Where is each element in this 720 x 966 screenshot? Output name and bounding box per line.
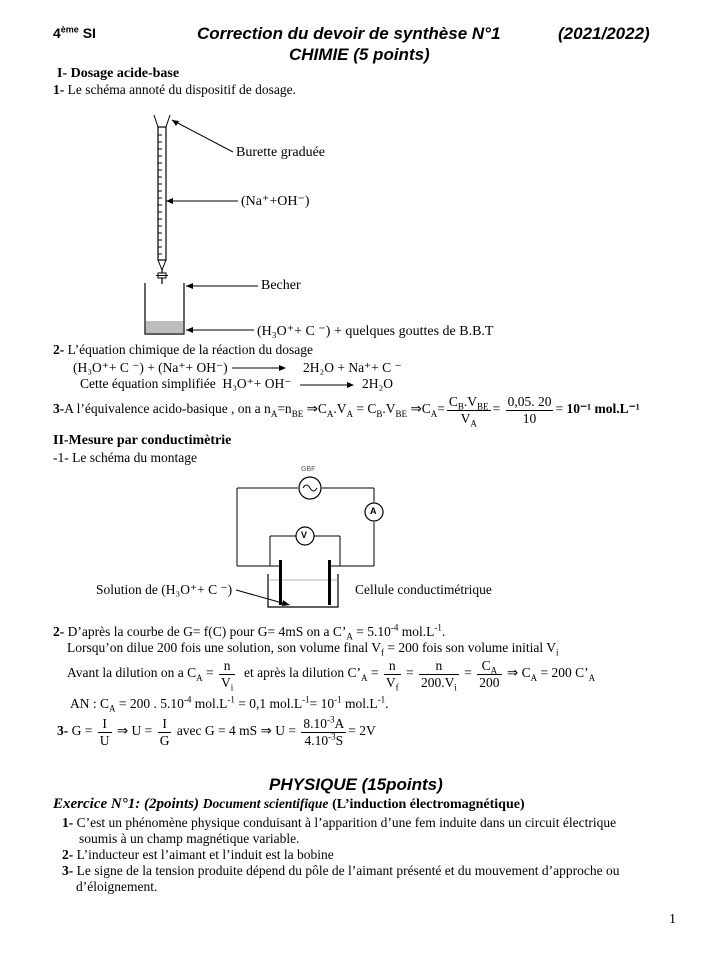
equation-reactants: (H₃O⁺+ C ⁻) + (Na⁺+ OH⁻) <box>73 360 228 375</box>
solution-label: Solution de (H₃O⁺+ C ⁻) <box>96 582 233 597</box>
burette-label: Burette graduée <box>236 145 326 160</box>
becher-label: Becher <box>261 278 301 293</box>
part1-q3: 3-A l’équivalence acido-basique , on a $n_A=n_{BE}$ $\Rightarrow C_A.V_A = C_B.V_{BE}$ $\Rightarrow C_A=$ $\frac{C_B.V_{BE}}{V_A}$ = $\frac{0,05. 20}{10}$ = 10⁻¹ mol.L⁻¹ <box>53 394 640 429</box>
page-number: 1 <box>669 912 676 927</box>
equation-products: 2H₂O + Na⁺+ C ⁻ <box>303 360 402 375</box>
part1-heading: I- Dosage acide-base <box>57 66 180 81</box>
numerical-application: AN : $C_A = 200$ . $5.10^{-4}$ $mol.L^{-1} = 0,1$ $mol.L^{-1}= 10^{-1}$ $mol.L^{-1}$. <box>70 694 389 714</box>
gbf-label: GBF <box>301 466 316 473</box>
simplified-equation: Cette équation simplifiée H₃O⁺+ OH⁻ <box>80 376 292 391</box>
dilution-formula: Avant la dilution on a $C_A$ = $\frac{n}{V_i}$ et après la dilution $C’_A$ = $\frac{n}{V_f}$ = $\frac{n}{200.V_i}$ = $\frac{C_A}{200}$ ⇒ $C_A = 200$ $C’_A$ <box>67 658 596 693</box>
sodium-hydroxide-label: (Na⁺+OH⁻) <box>241 194 310 209</box>
ammeter-label: A <box>370 506 377 516</box>
exercise-title: Exercice N°1: (2points) Document scientifique (L’induction électromagnétique) <box>53 796 525 812</box>
part2-heading: II-Mesure par conductimètrie <box>53 433 232 448</box>
exercise-item-2: 2- L’inducteur est l’aimant et l’induit est la bobine <box>62 847 334 862</box>
part1-q2: 2- L’équation chimique de la réaction du dosage <box>53 342 314 357</box>
part2-q2-line2: Lorsqu’on dilue 200 fois une solution, son volume final $V_f = 200$ fois son volume initial $V_i$ <box>67 640 559 658</box>
part2-q1: -1- Le schéma du montage <box>53 450 197 465</box>
part2-q2-line1: 2- D’après la courbe de G= f(C) pour G= 4mS on a $C’_A = 5.10^{-4}$ $mol.L^{-1}$. <box>53 622 446 642</box>
voltmeter-label: V <box>301 530 308 540</box>
part1-q1: 1- Le schéma annoté du dispositif de dosage. <box>53 82 296 97</box>
cell-label: Cellule conductimétrique <box>355 582 492 597</box>
part2-q3: 3- G = $\frac{I}{U}$ ⇒ U = $\frac{I}{G}$ avec G = 4 mS ⇒ U = $\frac{8.10^{-3}A}{4.10^{-3}S}$ = 2V <box>57 714 376 748</box>
exercise-item-1: 1- C’est un phénomène physique conduisant à l’apparition d’une fem induite dans un circuit électrique <box>62 815 617 830</box>
class-label: 4ème SI <box>53 24 96 41</box>
school-year: (2021/2022) <box>558 24 650 43</box>
acid-solution-label: (H₃O⁺+ C ⁻) + quelques gouttes de B.B.T <box>257 324 494 339</box>
exercise-item-1-cont: soumis à un champ magnétique variable. <box>79 831 300 846</box>
page-title: Correction du devoir de synthèse N°1 <box>197 24 501 43</box>
physics-title: PHYSIQUE (15points) <box>269 775 443 794</box>
exercise-item-3: 3- Le signe de la tension produite dépend du pôle de l’aimant présenté et du mouvement d’approche ou <box>62 863 620 878</box>
chemistry-title: CHIMIE (5 points) <box>289 45 430 64</box>
simplified-products: 2H₂O <box>362 376 393 391</box>
exercise-item-3-cont: d’éloignement. <box>76 879 158 894</box>
